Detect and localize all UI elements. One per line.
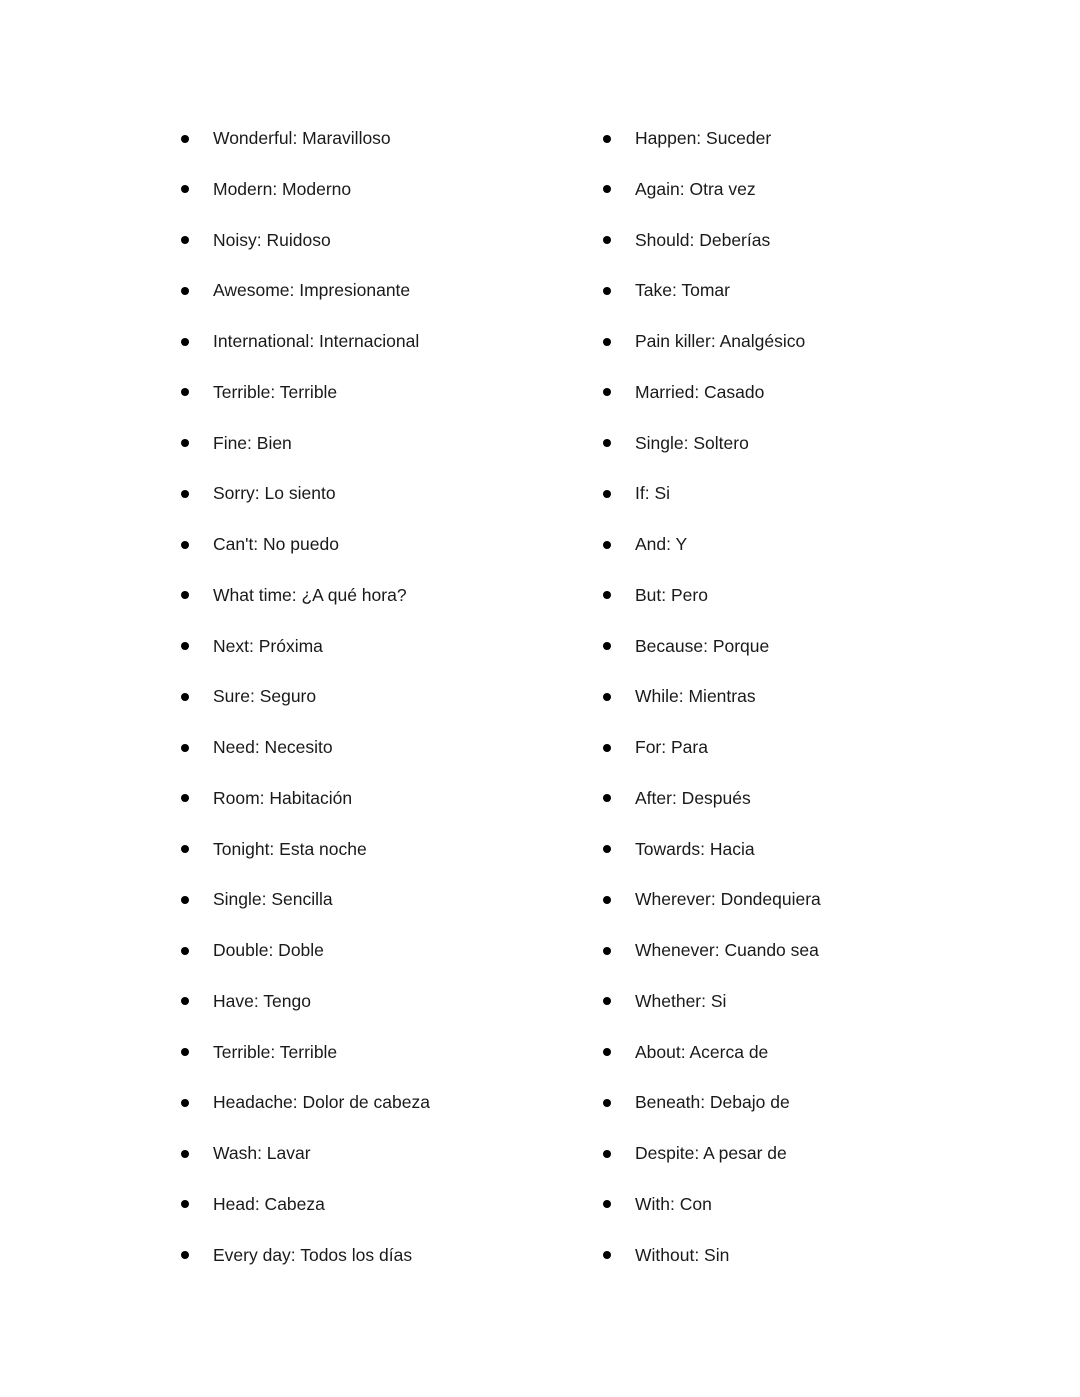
- bullet-icon: [181, 338, 189, 346]
- list-item: [181, 1077, 571, 1128]
- bullet-icon: [603, 1200, 611, 1208]
- bullet-icon: [603, 236, 611, 244]
- list-item: [603, 1230, 993, 1281]
- vocabulary-entry: Terrible: Terrible: [213, 381, 338, 402]
- bullet-icon: [603, 642, 611, 650]
- list-item: [181, 621, 571, 672]
- list-item: [603, 874, 993, 925]
- vocabulary-entry: Pain killer: Analgésico: [635, 331, 806, 351]
- bullet-icon: [181, 236, 189, 244]
- bullet-icon: [603, 541, 611, 549]
- vocabulary-entry: After: Después: [635, 787, 751, 808]
- list-item: [181, 925, 571, 976]
- vocabulary-entry: Whenever: Cuando sea: [635, 940, 819, 960]
- list-item: [603, 468, 993, 519]
- list-item: [603, 621, 993, 672]
- list-item: [181, 316, 571, 367]
- vocabulary-entry: Again: Otra vez: [635, 178, 756, 199]
- vocabulary-entry: Noisy: Ruidoso: [213, 229, 331, 250]
- list-item: [181, 367, 571, 418]
- vocabulary-entry: Happen: Suceder: [635, 128, 772, 148]
- vocabulary-entry: Take: Tomar: [635, 280, 730, 301]
- bullet-icon: [603, 997, 611, 1005]
- bullet-icon: [603, 185, 611, 193]
- list-item: [603, 773, 993, 824]
- vocabulary-entry: Single: Soltero: [635, 432, 749, 453]
- vocabulary-entry: Room: Habitación: [213, 787, 353, 808]
- vocabulary-entry: Single: Sencilla: [213, 889, 333, 910]
- list-item: [603, 1128, 993, 1179]
- vocabulary-entry: If: Si: [635, 483, 671, 504]
- list-item: [603, 418, 993, 469]
- bullet-icon: [181, 947, 189, 955]
- bullet-icon: [603, 388, 611, 396]
- bullet-icon: [603, 338, 611, 346]
- bullet-icon: [603, 845, 611, 853]
- vocabulary-entry: Double: Doble: [213, 940, 324, 960]
- list-item: [603, 164, 993, 215]
- vocabulary-entry: Without: Sin: [635, 1244, 730, 1265]
- vocabulary-entry: Headache: Dolor de cabeza: [213, 1092, 430, 1113]
- vocabulary-entry: With: Con: [635, 1193, 712, 1214]
- list-item: [603, 265, 993, 316]
- bullet-icon: [603, 439, 611, 447]
- vocabulary-entry: Sorry: Lo siento: [213, 483, 336, 504]
- list-item: [603, 316, 993, 367]
- bullet-icon: [181, 490, 189, 498]
- list-item: [181, 722, 571, 773]
- vocabulary-entry: Need: Necesito: [213, 737, 333, 757]
- list-item: [181, 824, 571, 875]
- list-item: [181, 874, 571, 925]
- list-item: [181, 164, 571, 215]
- bullet-icon: [181, 591, 189, 599]
- vocabulary-entry: For: Para: [635, 737, 708, 757]
- list-item: [181, 1230, 571, 1281]
- vocabulary-entry: While: Mientras: [635, 686, 756, 707]
- bullet-icon: [603, 1099, 611, 1107]
- list-item: [603, 1027, 993, 1078]
- vocabulary-entry: Next: Próxima: [213, 635, 323, 656]
- bullet-icon: [603, 744, 611, 752]
- list-item: [181, 1027, 571, 1078]
- list-item: [603, 570, 993, 621]
- vocabulary-entry: Married: Casado: [635, 381, 765, 402]
- list-item: [603, 215, 993, 266]
- bullet-icon: [181, 997, 189, 1005]
- vocabulary-entry: International: Internacional: [213, 331, 420, 351]
- bullet-icon: [181, 1200, 189, 1208]
- list-item: [603, 824, 993, 875]
- bullet-icon: [181, 287, 189, 295]
- list-item: [181, 976, 571, 1027]
- vocabulary-entry: Because: Porque: [635, 635, 770, 656]
- list-item: [181, 265, 571, 316]
- list-item: [181, 671, 571, 722]
- vocabulary-entry: Fine: Bien: [213, 432, 292, 453]
- list-item: [603, 367, 993, 418]
- list-item: [603, 722, 993, 773]
- vocabulary-entry: Modern: Moderno: [213, 178, 352, 199]
- bullet-icon: [181, 135, 189, 143]
- bullet-icon: [603, 1251, 611, 1259]
- list-item: [181, 773, 571, 824]
- bullet-icon: [181, 1048, 189, 1056]
- vocabulary-entry: Head: Cabeza: [213, 1193, 325, 1214]
- bullet-icon: [603, 896, 611, 904]
- vocabulary-entry: Every day: Todos los días: [213, 1244, 413, 1265]
- vocabulary-entry: Tonight: Esta noche: [213, 838, 367, 859]
- bullet-icon: [181, 1099, 189, 1107]
- list-item: [603, 976, 993, 1027]
- list-item: [603, 1077, 993, 1128]
- bullet-icon: [603, 591, 611, 599]
- bullet-icon: [603, 1048, 611, 1056]
- bullet-icon: [181, 185, 189, 193]
- bullet-icon: [603, 490, 611, 498]
- vocabulary-entry: But: Pero: [635, 584, 708, 605]
- bullet-icon: [181, 541, 189, 549]
- vocabulary-entry: Terrible: Terrible: [213, 1041, 338, 1062]
- list-item: [181, 418, 571, 469]
- bullet-icon: [603, 794, 611, 802]
- bullet-icon: [181, 794, 189, 802]
- bullet-icon: [603, 287, 611, 295]
- vocabulary-entry: Have: Tengo: [213, 990, 311, 1011]
- list-item: [603, 1179, 993, 1230]
- left-vocabulary-list: [181, 113, 571, 1280]
- bullet-icon: [181, 896, 189, 904]
- list-item: [603, 519, 993, 570]
- list-item: [603, 671, 993, 722]
- bullet-icon: [181, 744, 189, 752]
- bullet-icon: [603, 693, 611, 701]
- vocabulary-entry: Sure: Seguro: [213, 686, 317, 707]
- list-item: [181, 1128, 571, 1179]
- vocabulary-entry: About: Acerca de: [635, 1041, 769, 1062]
- list-item: [181, 519, 571, 570]
- bullet-icon: [603, 1150, 611, 1158]
- list-item: [181, 113, 571, 164]
- bullet-icon: [603, 135, 611, 143]
- vocabulary-entry: Whether: Si: [635, 990, 727, 1011]
- list-item: [181, 1179, 571, 1230]
- list-item: [181, 468, 571, 519]
- bullet-icon: [181, 693, 189, 701]
- bullet-icon: [181, 1150, 189, 1158]
- vocabulary-entry: Wonderful: Maravilloso: [213, 128, 391, 148]
- vocabulary-entry: Wherever: Dondequiera: [635, 889, 821, 910]
- bullet-icon: [181, 642, 189, 650]
- bullet-icon: [181, 388, 189, 396]
- list-item: [181, 215, 571, 266]
- list-item: [603, 113, 993, 164]
- vocabulary-entry: And: Y: [635, 534, 688, 554]
- list-item: [181, 570, 571, 621]
- right-vocabulary-list: [603, 113, 993, 1280]
- vocabulary-entry: Despite: A pesar de: [635, 1143, 787, 1163]
- vocabulary-entry: Can't: No puedo: [213, 534, 339, 554]
- vocabulary-entry: Beneath: Debajo de: [635, 1092, 790, 1113]
- bullet-icon: [181, 439, 189, 447]
- vocabulary-entry: What time: ¿A qué hora?: [213, 584, 407, 605]
- vocabulary-entry: Awesome: Impresionante: [213, 280, 411, 301]
- list-item: [603, 925, 993, 976]
- bullet-icon: [181, 1251, 189, 1259]
- bullet-icon: [181, 845, 189, 853]
- vocabulary-entry: Wash: Lavar: [213, 1143, 311, 1163]
- vocabulary-entry: Should: Deberías: [635, 229, 771, 250]
- vocabulary-entry: Towards: Hacia: [635, 838, 755, 859]
- bullet-icon: [603, 947, 611, 955]
